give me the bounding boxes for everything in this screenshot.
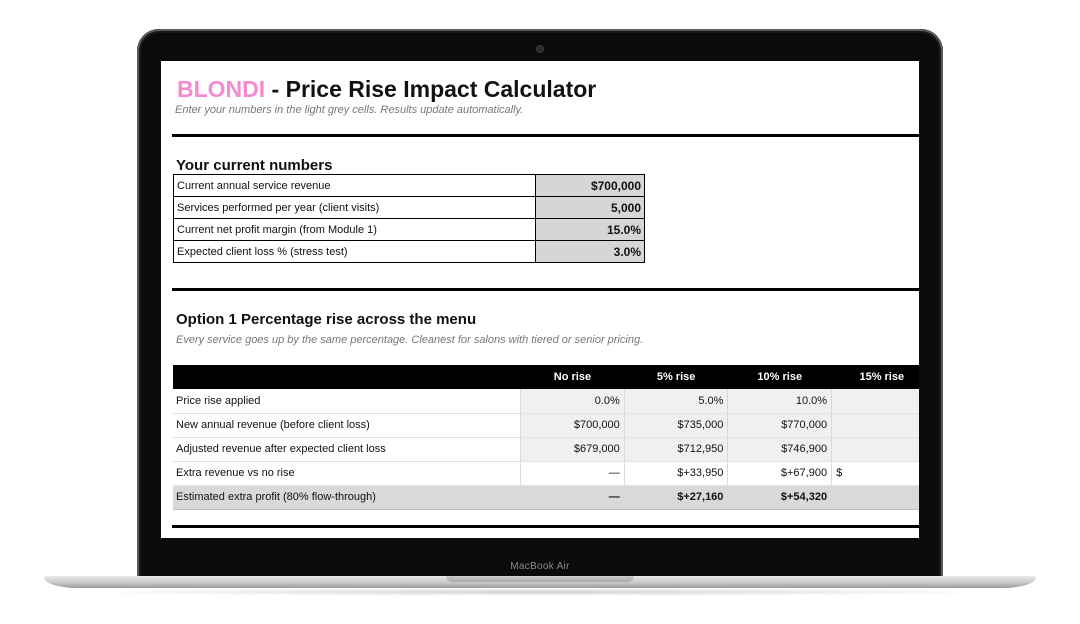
column-header	[173, 365, 521, 389]
row-label: Adjusted revenue after expected client loss	[173, 437, 521, 461]
option1-table	[173, 365, 919, 510]
client-loss-input[interactable]: 3.0%	[536, 241, 645, 263]
table-cell[interactable]: $+33,950	[624, 461, 728, 485]
input-label: Current annual service revenue	[174, 175, 536, 197]
table-cell[interactable]: 10.0%	[728, 389, 832, 413]
device-label: MacBook Air	[510, 561, 570, 572]
table-header-row	[173, 365, 919, 389]
services-per-year-input[interactable]: 5,000	[536, 197, 645, 219]
table-cell[interactable]: $770,000	[728, 413, 832, 437]
table-row	[173, 389, 919, 413]
option1-subtitle: Every service goes up by the same percentage. Cleanest for salons with tiered or senior pricing.	[176, 334, 644, 346]
column-header: 10% rise	[728, 365, 832, 389]
annual-revenue-input[interactable]: $700,000	[536, 175, 645, 197]
table-cell[interactable]: $+27,160	[624, 485, 728, 509]
section-divider	[172, 288, 919, 291]
table-cell[interactable]: $	[832, 461, 919, 485]
input-label: Expected client loss % (stress test)	[174, 241, 536, 263]
title-text: - Price Rise Impact Calculator	[265, 76, 597, 102]
laptop-notch	[446, 576, 634, 582]
table-cell[interactable]: $746,900	[728, 437, 832, 461]
table-cell[interactable]: 0.0%	[521, 389, 625, 413]
section-divider	[172, 525, 919, 528]
table-cell[interactable]: $700,000	[521, 413, 625, 437]
spreadsheet-screen	[161, 61, 919, 538]
table-cell[interactable]: $735,000	[624, 413, 728, 437]
table-cell[interactable]: $+54,320	[728, 485, 832, 509]
input-label: Current net profit margin (from Module 1)	[174, 219, 536, 241]
section-divider	[172, 134, 919, 137]
table-row	[173, 461, 919, 485]
table-cell[interactable]: —	[521, 461, 625, 485]
table-row	[173, 437, 919, 461]
table-row	[173, 413, 919, 437]
row-label: Estimated extra profit (80% flow-through)	[173, 485, 521, 509]
option1-heading: Option 1 Percentage rise across the menu	[176, 311, 477, 328]
row-label: New annual revenue (before client loss)	[173, 413, 521, 437]
table-cell[interactable]	[832, 437, 919, 461]
current-numbers-table	[173, 174, 645, 263]
table-cell[interactable]: —	[521, 485, 625, 509]
laptop-shadow	[60, 588, 1020, 596]
input-row	[174, 175, 645, 197]
table-cell[interactable]: $712,950	[624, 437, 728, 461]
page-title	[177, 76, 596, 103]
input-row	[174, 197, 645, 219]
table-cell[interactable]: $+67,900	[728, 461, 832, 485]
table-cell[interactable]	[832, 389, 919, 413]
page-subtitle: Enter your numbers in the light grey cells. Results update automatically.	[175, 104, 524, 116]
table-row	[173, 485, 919, 509]
input-label: Services performed per year (client visits)	[174, 197, 536, 219]
column-header: No rise	[521, 365, 625, 389]
profit-margin-input[interactable]: 15.0%	[536, 219, 645, 241]
table-cell[interactable]: $679,000	[521, 437, 625, 461]
table-cell[interactable]: 5.0%	[624, 389, 728, 413]
current-numbers-heading: Your current numbers	[176, 157, 333, 174]
camera-icon	[537, 46, 543, 52]
brand-name: BLONDI	[177, 76, 266, 102]
input-row	[174, 241, 645, 263]
input-row	[174, 219, 645, 241]
column-header: 15% rise	[832, 365, 919, 389]
table-cell[interactable]	[832, 485, 919, 509]
row-label: Price rise applied	[173, 389, 521, 413]
table-cell[interactable]	[832, 413, 919, 437]
column-header: 5% rise	[624, 365, 728, 389]
row-label: Extra revenue vs no rise	[173, 461, 521, 485]
